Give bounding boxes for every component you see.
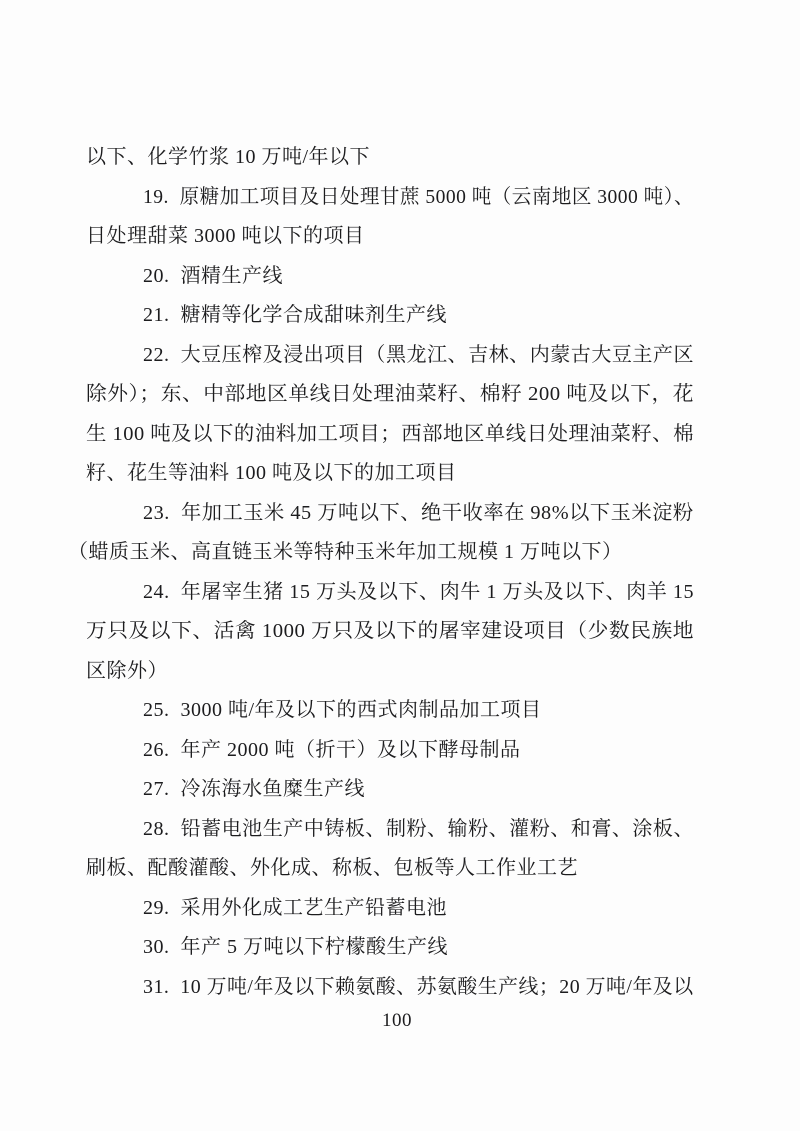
line-text: 万只及以下、活禽 1000 万只及以下的屠宰建设项目（少数民族地 — [86, 620, 694, 642]
document-line — [86, 217, 694, 257]
line-text: 19. 原糖加工项目及日处理甘蔗 5000 吨（云南地区 3000 吨）、 — [143, 185, 694, 208]
document-body — [68, 138, 694, 1007]
line-text: 以下、化学竹浆 10 万吨/年以下 — [86, 146, 371, 168]
document-line — [86, 296, 694, 336]
line-text: 日处理甜菜 3000 吨以下的项目 — [86, 225, 365, 247]
line-text: 25. 3000 吨/年及以下的西式肉制品加工项目 — [143, 699, 542, 721]
document-line — [86, 849, 694, 889]
line-text: 27. 冷冻海水鱼糜生产线 — [143, 778, 365, 800]
document-line — [86, 968, 694, 1008]
document-line — [86, 612, 694, 652]
document-line — [68, 533, 694, 573]
line-text: 22. 大豆压榨及浸出项目（黑龙江、吉林、内蒙古大豆主产区 — [143, 343, 694, 366]
line-text: 24. 年屠宰生猪 15 万头及以下、肉牛 1 万头及以下、肉羊 15 — [143, 580, 694, 603]
document-line — [86, 138, 694, 178]
document-line — [86, 375, 694, 415]
document-line — [86, 889, 694, 929]
line-text: 刷板、配酸灌酸、外化成、称板、包板等人工作业工艺 — [86, 857, 578, 879]
line-text: 20. 酒精生产线 — [143, 264, 283, 287]
line-text: 28. 铅蓄电池生产中铸板、制粉、输粉、灌粉、和膏、涂板、 — [143, 817, 694, 840]
document-line — [86, 810, 694, 850]
document-line — [86, 770, 694, 810]
line-text: 区除外） — [86, 659, 168, 682]
document-line — [86, 652, 694, 692]
line-text: 21. 糖精等化学合成甜味剂生产线 — [143, 304, 447, 326]
line-text: 26. 年产 2000 吨（折干）及以下酵母制品 — [143, 738, 521, 761]
document-line — [86, 928, 694, 968]
document-line — [86, 494, 694, 534]
document-line — [86, 178, 694, 218]
document-line — [86, 336, 694, 376]
document-line — [86, 731, 694, 771]
line-text: 30. 年产 5 万吨以下柠檬酸生产线 — [143, 936, 448, 958]
line-text: 23. 年加工玉米 45 万吨以下、绝干收率在 98%以下玉米淀粉 — [143, 501, 694, 524]
line-text: 籽、花生等油料 100 吨及以下的加工项目 — [86, 462, 457, 484]
document-line — [86, 691, 694, 731]
document-line — [86, 257, 694, 297]
line-text: 除外）；东、中部地区单线日处理油菜籽、棉籽 200 吨及以下，花 — [86, 383, 694, 405]
document-line — [86, 415, 694, 455]
line-text: 生 100 吨及以下的油料加工项目；西部地区单线日处理油菜籽、棉 — [86, 422, 694, 445]
line-text: （蜡质玉米、高直链玉米等特种玉米年加工规模 1 万吨以下） — [68, 541, 623, 563]
page-number: 100 — [382, 1010, 412, 1031]
line-text: 31. 10 万吨/年及以下赖氨酸、苏氨酸生产线；20 万吨/年及以 — [143, 975, 694, 998]
document-line — [86, 573, 694, 613]
document-line — [86, 454, 694, 494]
line-text: 29. 采用外化成工艺生产铅蓄电池 — [143, 896, 447, 919]
